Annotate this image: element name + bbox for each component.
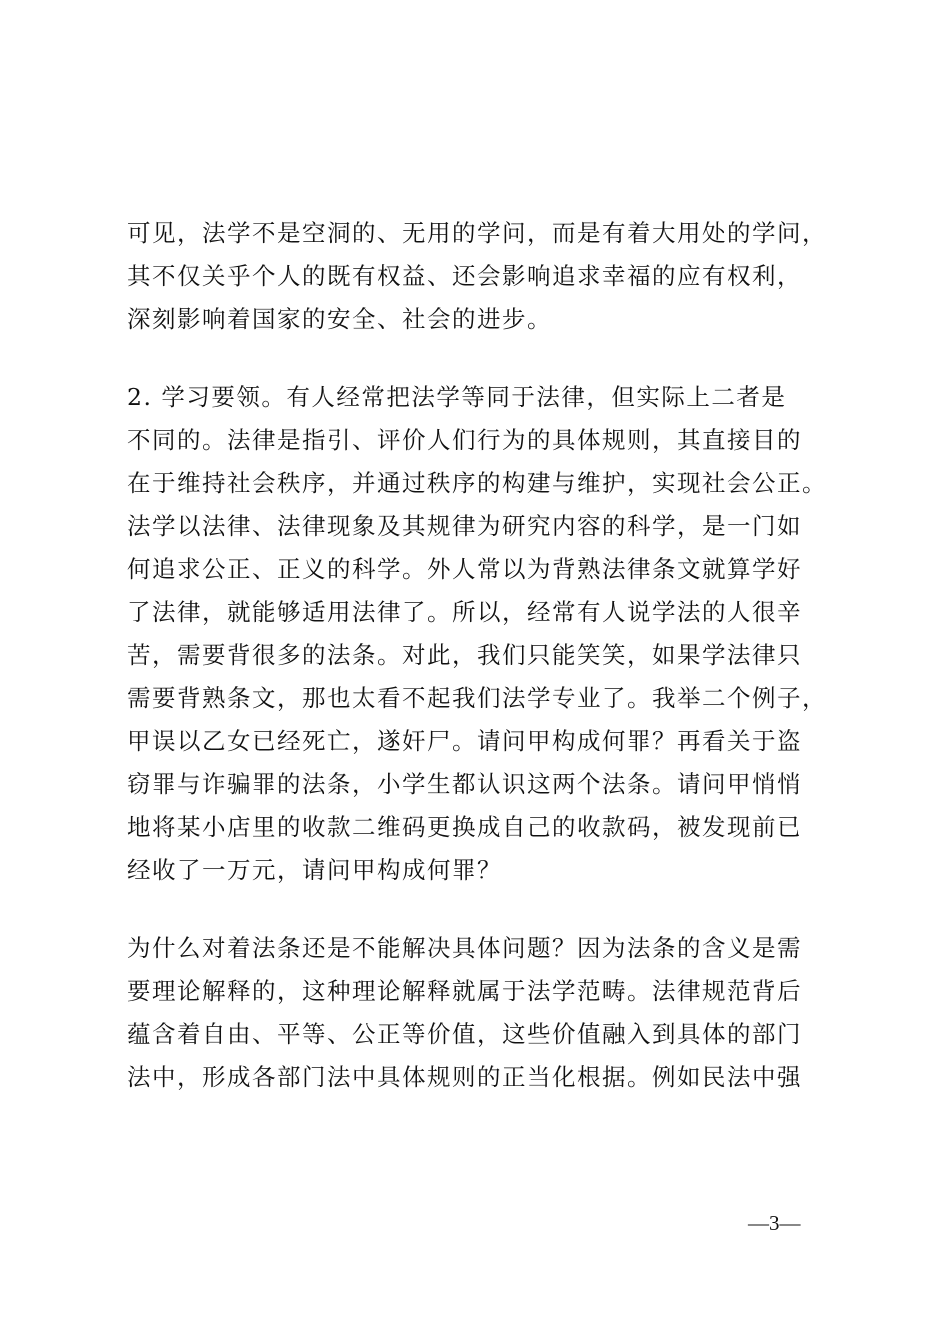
text-line: 深刻影响着国家的安全、社会的进步。: [127, 305, 552, 333]
text-line: 2. 学习要领。有人经常把法学等同于法律，但实际上二者是: [127, 383, 787, 411]
text-line: 窃罪与诈骗罪的法条，小学生都认识这两个法条。请问甲悄悄: [127, 770, 802, 798]
page-number: —3—: [748, 1211, 801, 1235]
text-line: 经收了一万元，请问甲构成何罪？: [127, 856, 502, 884]
text-line: 地将某小店里的收款二维码更换成自己的收款码，被发现前已: [127, 813, 802, 841]
text-line: 了法律，就能够适用法律了。所以，经常有人说学法的人很辛: [127, 598, 802, 626]
text-line: 何追求公正、正义的科学。外人常以为背熟法律条文就算学好: [127, 555, 802, 583]
text-line: 为什么对着法条还是不能解决具体问题？因为法条的含义是需: [127, 934, 802, 962]
text-line: 法中，形成各部门法中具体规则的正当化根据。例如民法中强: [127, 1063, 802, 1091]
text-line: 苦，需要背很多的法条。对此，我们只能笑笑，如果学法律只: [127, 641, 802, 669]
text-line: 可见，法学不是空洞的、无用的学问，而是有着大用处的学问，: [127, 219, 827, 247]
text-line: 要理论解释的，这种理论解释就属于法学范畴。法律规范背后: [127, 977, 802, 1005]
text-line: 蕴含着自由、平等、公正等价值，这些价值融入到具体的部门: [127, 1020, 802, 1048]
text-line: 其不仅关乎个人的既有权益、还会影响追求幸福的应有权利，: [127, 262, 802, 290]
text-line: 需要背熟条文，那也太看不起我们法学专业了。我举二个例子，: [127, 684, 827, 712]
text-line: 法学以法律、法律现象及其规律为研究内容的科学，是一门如: [127, 512, 802, 540]
text-line: 在于维持社会秩序，并通过秩序的构建与维护，实现社会公正。: [127, 469, 827, 497]
text-line: 不同的。法律是指引、评价人们行为的具体规则，其直接目的: [127, 426, 802, 454]
text-line: 甲误以乙女已经死亡，遂奸尸。请问甲构成何罪？再看关于盗: [127, 727, 802, 755]
